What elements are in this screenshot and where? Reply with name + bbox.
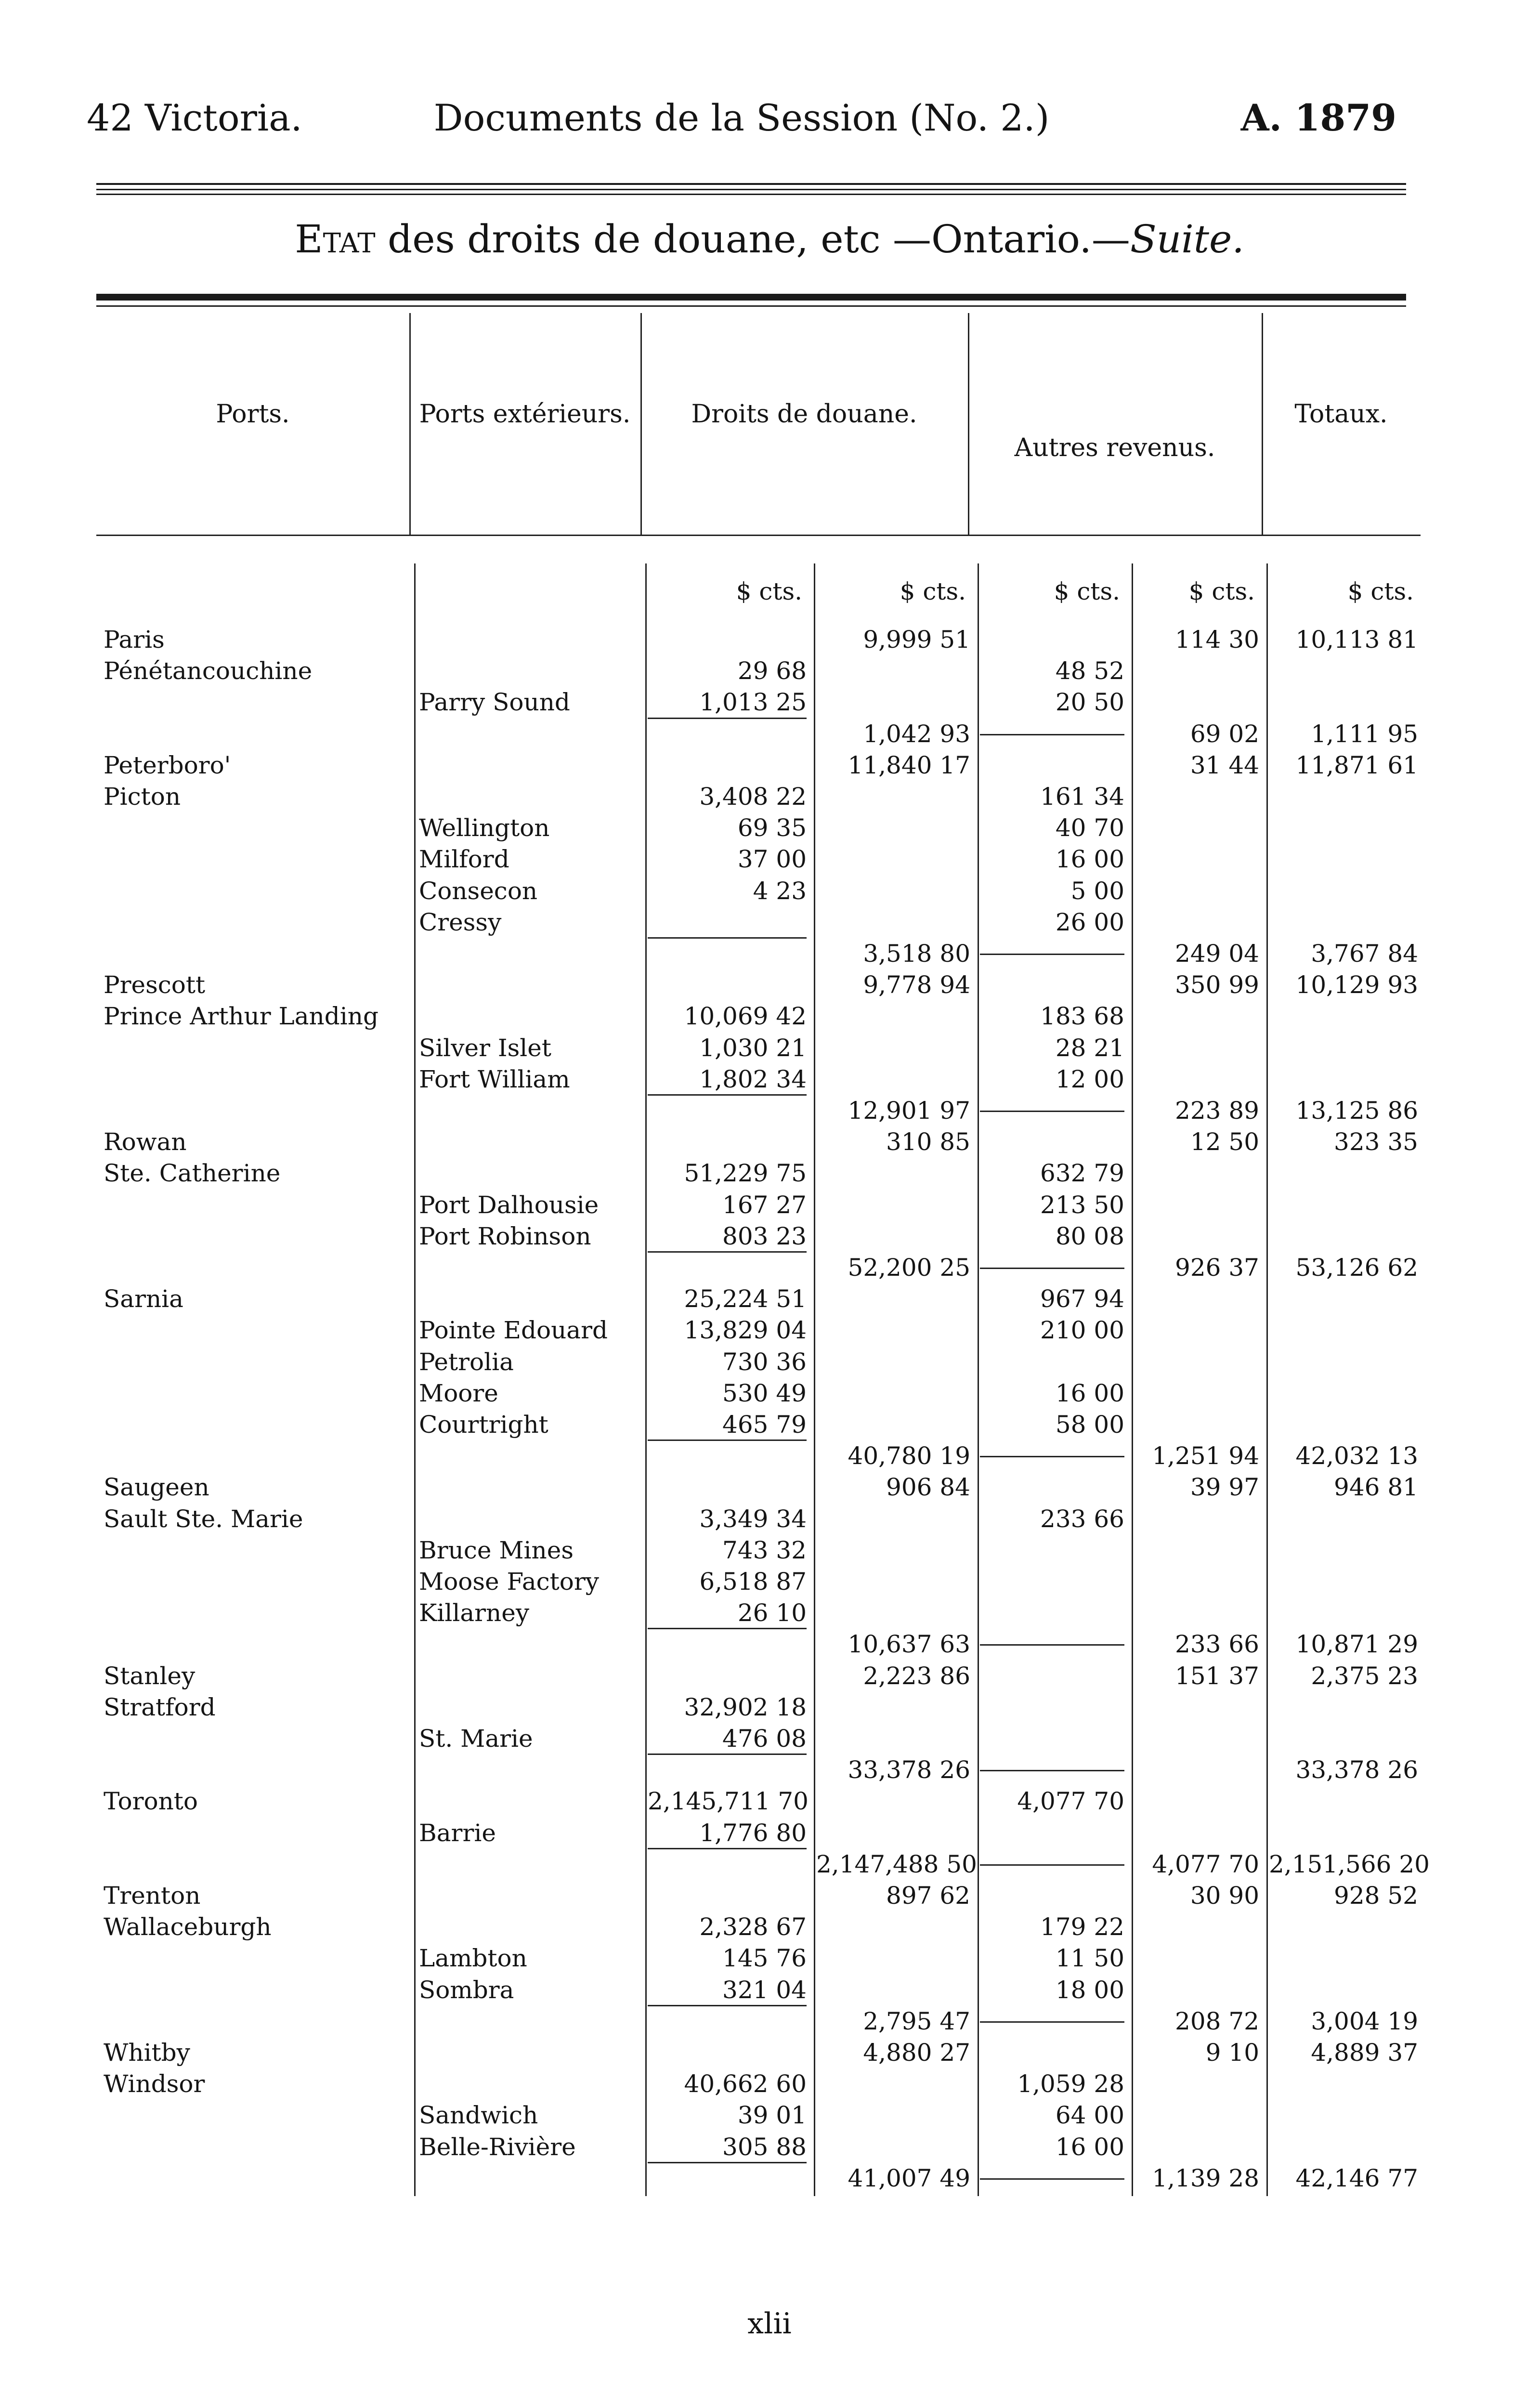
grand-total-value: 928 52 <box>1334 1882 1418 1910</box>
other-total-value: 69 02 <box>1190 720 1259 748</box>
other-total-value: 9 10 <box>1205 2039 1259 2067</box>
header-right: A. 1879 <box>1240 96 1396 139</box>
subtotal-rule <box>980 1268 1124 1269</box>
subtotal-rule <box>980 1644 1124 1646</box>
customs-outport-value: 730 36 <box>722 1348 807 1376</box>
other-total-value: 114 30 <box>1175 626 1259 654</box>
customs-total-value: 1,042 93 <box>863 720 970 748</box>
other-outport-value: 213 50 <box>1040 1191 1124 1219</box>
customs-total-value: 906 84 <box>886 1473 970 1502</box>
port-name: Trenton <box>104 1882 201 1910</box>
port-name: Picton <box>104 783 181 811</box>
grand-total-value: 3,767 84 <box>1311 940 1418 968</box>
other-total-value: 31 44 <box>1190 751 1259 779</box>
customs-total-value: 52,200 25 <box>848 1254 970 1282</box>
customs-total-value: 3,518 80 <box>863 940 970 968</box>
other-outport-value: 58 00 <box>1055 1411 1124 1439</box>
subtotal-rule <box>648 718 807 719</box>
outport-name: Parry Sound <box>419 688 570 717</box>
other-outport-value: 26 00 <box>1055 908 1124 936</box>
title-main: des droits de douane, etc —Ontario.— <box>375 217 1130 262</box>
customs-outport-value: 305 88 <box>722 2133 807 2161</box>
customs-outport-value: 1,776 80 <box>699 1819 807 1847</box>
customs-outport-value: 40,662 60 <box>684 2070 807 2098</box>
subtotal-rule <box>648 1440 807 1441</box>
customs-outport-value: 29 68 <box>737 657 807 685</box>
port-name: Rowan <box>104 1128 187 1156</box>
port-name: Whitby <box>104 2039 190 2067</box>
outport-name: Silver Islet <box>419 1034 551 1062</box>
subtotal-rule <box>980 2021 1124 2023</box>
customs-outport-value: 3,408 22 <box>699 783 807 811</box>
col-line-a1-body <box>1132 563 1133 2196</box>
grand-total-value: 323 35 <box>1334 1128 1418 1156</box>
customs-outport-value: 465 79 <box>722 1411 807 1439</box>
customs-total-value: 9,778 94 <box>863 971 970 999</box>
other-outport-value: 28 21 <box>1055 1034 1124 1062</box>
outport-name: Petrolia <box>419 1348 514 1376</box>
other-total-value: 4,077 70 <box>1152 1850 1259 1878</box>
subtotal-rule <box>648 937 807 939</box>
page-header <box>87 96 1396 140</box>
grand-total-value: 10,871 29 <box>1295 1630 1418 1659</box>
grand-total-value: 13,125 86 <box>1295 1097 1418 1125</box>
customs-total-value: 9,999 51 <box>863 626 970 654</box>
grand-total-value: 2,151,566 20 <box>1269 1850 1430 1878</box>
other-total-value: 208 72 <box>1175 2007 1259 2035</box>
customs-total-value: 41,007 49 <box>848 2164 970 2192</box>
customs-outport-value: 803 23 <box>722 1222 807 1250</box>
port-name: Prince Arthur Landing <box>104 1002 378 1031</box>
port-name: Stratford <box>104 1693 216 1721</box>
customs-outport-value: 167 27 <box>722 1191 807 1219</box>
customs-outport-value: 39 01 <box>737 2101 807 2130</box>
other-outport-value: 4,077 70 <box>1017 1787 1124 1816</box>
other-outport-value: 179 22 <box>1040 1913 1124 1941</box>
grand-total-value: 4,889 37 <box>1311 2039 1418 2067</box>
other-outport-value: 5 00 <box>1070 877 1124 905</box>
title-suite: Suite. <box>1130 217 1244 262</box>
other-outport-value: 1,059 28 <box>1017 2070 1124 2098</box>
customs-total-value: 897 62 <box>886 1882 970 1910</box>
unit-label: $ cts. <box>1347 577 1414 605</box>
outport-name: Fort William <box>419 1065 570 1093</box>
customs-outport-value: 37 00 <box>737 845 807 874</box>
outport-name: Lambton <box>419 1944 527 1973</box>
subtotal-rule <box>980 1770 1124 1771</box>
header-center: Documents de la Session (No. 2.) <box>433 96 1050 139</box>
outport-name: Moose Factory <box>419 1568 599 1596</box>
outport-name: Wellington <box>419 814 550 842</box>
outport-name: Cressy <box>419 908 502 936</box>
customs-total-value: 4,880 27 <box>863 2039 970 2067</box>
outport-name: Port Robinson <box>419 1222 591 1250</box>
customs-outport-value: 1,802 34 <box>699 1065 807 1093</box>
other-outport-value: 20 50 <box>1055 688 1124 717</box>
port-name: Pénétancouchine <box>104 657 313 685</box>
col-line-a2-body <box>1266 563 1268 2196</box>
other-total-value: 30 90 <box>1190 1882 1259 1910</box>
grand-total-value: 10,129 93 <box>1295 971 1418 999</box>
customs-total-value: 2,795 47 <box>863 2007 970 2035</box>
port-name: Sarnia <box>104 1285 183 1313</box>
page-title <box>0 217 1539 262</box>
customs-outport-value: 2,328 67 <box>699 1913 807 1941</box>
customs-total-value: 2,147,488 50 <box>816 1850 977 1878</box>
grand-total-value: 42,032 13 <box>1295 1442 1418 1470</box>
subtotal-rule <box>980 2178 1124 2180</box>
grand-total-value: 53,126 62 <box>1295 1254 1418 1282</box>
other-outport-value: 64 00 <box>1055 2101 1124 2130</box>
other-outport-value: 16 00 <box>1055 845 1124 874</box>
port-name: Toronto <box>104 1787 198 1816</box>
outport-name: Moore <box>419 1379 498 1407</box>
top-rule-1 <box>96 183 1406 185</box>
other-total-value: 350 99 <box>1175 971 1259 999</box>
outport-name: St. Marie <box>419 1725 533 1753</box>
port-name: Prescott <box>104 971 206 999</box>
grand-total-value: 33,378 26 <box>1295 1756 1418 1784</box>
subtotal-rule <box>648 1251 807 1253</box>
page-number: xlii <box>747 2307 792 2341</box>
outport-name: Sandwich <box>419 2101 538 2130</box>
customs-outport-value: 25,224 51 <box>684 1285 807 1313</box>
other-outport-value: 40 70 <box>1055 814 1124 842</box>
customs-outport-value: 530 49 <box>722 1379 807 1407</box>
customs-outport-value: 69 35 <box>737 814 807 842</box>
subtotal-rule <box>980 1456 1124 1457</box>
customs-outport-value: 4 23 <box>753 877 807 905</box>
port-name: Peterboro' <box>104 751 231 779</box>
customs-total-value: 310 85 <box>886 1128 970 1156</box>
port-name: Ste. Catherine <box>104 1159 281 1188</box>
customs-outport-value: 13,829 04 <box>684 1316 807 1345</box>
top-rule-2 <box>96 189 1406 190</box>
title-rule-thick <box>96 294 1406 301</box>
subtotal-rule <box>648 2162 807 2163</box>
col-line-d1-body <box>814 563 815 2196</box>
other-total-value: 12 50 <box>1190 1128 1259 1156</box>
other-total-value: 39 97 <box>1190 1473 1259 1502</box>
subtotal-rule <box>648 1754 807 1755</box>
customs-outport-value: 32,902 18 <box>684 1693 807 1721</box>
other-outport-value: 11 50 <box>1055 1944 1124 1973</box>
other-outport-value: 16 00 <box>1055 1379 1124 1407</box>
customs-total-value: 2,223 86 <box>863 1662 970 1690</box>
grand-total-value: 3,004 19 <box>1311 2007 1418 2035</box>
customs-outport-value: 6,518 87 <box>699 1568 807 1596</box>
port-name: Sault Ste. Marie <box>104 1505 303 1533</box>
customs-total-value: 33,378 26 <box>848 1756 970 1784</box>
subtotal-rule <box>980 1111 1124 1112</box>
other-outport-value: 48 52 <box>1055 657 1124 685</box>
customs-total-value: 11,840 17 <box>848 751 970 779</box>
customs-outport-value: 51,229 75 <box>684 1159 807 1188</box>
outport-name: Sombra <box>419 1976 514 2004</box>
other-outport-value: 183 68 <box>1040 1002 1124 1031</box>
outport-name: Milford <box>419 845 509 874</box>
grand-total-value: 946 81 <box>1334 1473 1418 1502</box>
other-outport-value: 233 66 <box>1040 1505 1124 1533</box>
other-outport-value: 632 79 <box>1040 1159 1124 1188</box>
subtotal-rule <box>648 1628 807 1629</box>
grand-total-value: 10,113 81 <box>1295 626 1418 654</box>
outport-name: Killarney <box>419 1599 530 1627</box>
outport-name: Port Dalhousie <box>419 1191 599 1219</box>
col-line-d2-body <box>978 563 979 2196</box>
outport-name: Belle-Rivière <box>419 2133 576 2161</box>
other-total-value: 223 89 <box>1175 1097 1259 1125</box>
customs-total-value: 10,637 63 <box>848 1630 970 1659</box>
port-name: Paris <box>104 626 165 654</box>
subtotal-rule <box>980 954 1124 955</box>
subtotal-rule <box>648 1094 807 1096</box>
other-total-value: 1,251 94 <box>1152 1442 1259 1470</box>
other-outport-value: 18 00 <box>1055 1976 1124 2004</box>
header-left: 42 Victoria. <box>87 96 302 139</box>
customs-total-value: 40,780 19 <box>848 1442 970 1470</box>
outport-name: Courtright <box>419 1411 548 1439</box>
unit-label: $ cts. <box>736 577 802 605</box>
other-outport-value: 12 00 <box>1055 1065 1124 1093</box>
outport-name: Consecon <box>419 877 538 905</box>
outport-name: Bruce Mines <box>419 1536 574 1564</box>
port-name: Windsor <box>104 2070 205 2098</box>
other-outport-value: 967 94 <box>1040 1285 1124 1313</box>
customs-total-value: 12,901 97 <box>848 1097 970 1125</box>
customs-outport-value: 1,030 21 <box>699 1034 807 1062</box>
title-rule-thin <box>96 305 1406 307</box>
grand-total-value: 2,375 23 <box>1311 1662 1418 1690</box>
unit-label: $ cts. <box>1054 577 1120 605</box>
customs-outport-value: 145 76 <box>722 1944 807 1973</box>
other-total-value: 249 04 <box>1175 940 1259 968</box>
customs-outport-value: 476 08 <box>722 1725 807 1753</box>
col-line-customs-head <box>968 313 969 535</box>
other-total-value: 1,139 28 <box>1152 2164 1259 2192</box>
customs-outport-value: 321 04 <box>722 1976 807 2004</box>
port-name: Saugeen <box>104 1473 209 1502</box>
subtotal-rule <box>980 734 1124 735</box>
grand-total-value: 11,871 61 <box>1295 751 1418 779</box>
customs-outport-value: 3,349 34 <box>699 1505 807 1533</box>
top-rule-3 <box>96 194 1406 195</box>
other-total-value: 151 37 <box>1175 1662 1259 1690</box>
unit-label: $ cts. <box>1188 577 1255 605</box>
other-outport-value: 210 00 <box>1040 1316 1124 1345</box>
subtotal-rule <box>980 1864 1124 1866</box>
subtotal-rule <box>648 2005 807 2006</box>
outport-name: Barrie <box>419 1819 496 1847</box>
col-head-totals: Totaux. <box>1294 400 1388 429</box>
grand-total-value: 1,111 95 <box>1311 720 1418 748</box>
customs-outport-value: 743 32 <box>722 1536 807 1564</box>
port-name: Stanley <box>104 1662 196 1690</box>
customs-outport-value: 2,145,711 70 <box>648 1787 809 1816</box>
col-head-other: Autres revenus. <box>1014 433 1215 462</box>
other-total-value: 926 37 <box>1175 1254 1259 1282</box>
other-outport-value: 16 00 <box>1055 2133 1124 2161</box>
customs-outport-value: 26 10 <box>737 1599 807 1627</box>
col-line-ports-body <box>414 563 416 2196</box>
header-bottom-rule <box>96 535 1421 536</box>
col-head-ports: Ports. <box>216 400 290 429</box>
col-head-customs: Droits de douane. <box>691 400 917 429</box>
subtotal-rule <box>648 1848 807 1849</box>
customs-outport-value: 1,013 25 <box>699 688 807 717</box>
grand-total-value: 42,146 77 <box>1295 2164 1418 2192</box>
port-name: Wallaceburgh <box>104 1913 272 1941</box>
customs-outport-value: 10,069 42 <box>684 1002 807 1031</box>
outport-name: Pointe Edouard <box>419 1316 608 1345</box>
unit-label: $ cts. <box>900 577 966 605</box>
title-etat: Etat <box>295 217 376 262</box>
other-outport-value: 80 08 <box>1055 1222 1124 1250</box>
other-outport-value: 161 34 <box>1040 783 1124 811</box>
other-total-value: 233 66 <box>1175 1630 1259 1659</box>
col-line-outports-body <box>645 563 647 2196</box>
col-head-outports: Ports extérieurs. <box>419 400 631 429</box>
